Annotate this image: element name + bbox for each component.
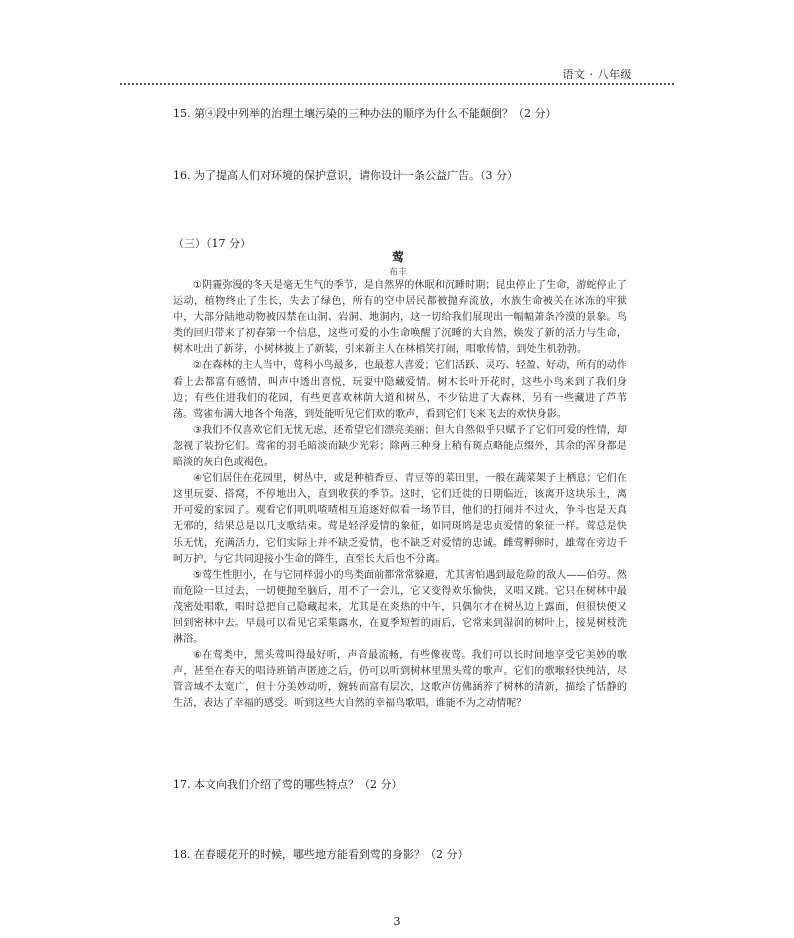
section-heading: （三）（17 分） — [173, 237, 251, 250]
subject-grade-label: 语文 · 八年级 — [562, 68, 632, 81]
article-title: 莺 — [391, 250, 404, 264]
page-number: 3 — [393, 915, 401, 928]
question-17: 17. 本文向我们介绍了莺的哪些特点？（2 分） — [173, 778, 403, 791]
article-author: 布丰 — [388, 268, 407, 278]
article-paragraph-6: ⑥在莺类中，黑头莺叫得最好听，声音最流畅，有些像夜莺。我们可以长时间地享受它美妙的歌声，甚至在春天的唱诗班销声匿迹之后，仍可以听到树林里黑头莺的歌声。它们的歌喉轻快纯洁，尽管音域不太宽广，但十分美妙动听，婉转而富有层次，这歌声仿佛涵养了树林的清新，描绘了恬静的生活，表达了幸福的感受。听到这些大自然的幸福鸟歌唱，谁能不为之动情呢？ — [173, 650, 627, 710]
article-paragraph-1: ①阴霾弥漫的冬天是毫无生气的季节，是自然界的休眠和沉睡时期；昆虫停止了生命，游蛇停止了运动，植物终止了生长，失去了绿色，所有的空中居民都被抛弃流放，水族生命被关在冰冻的牢狱中，大部分陆地动物被囚禁在山洞、岩洞、地洞内，这一切给我们展现出一幅幅萧条冷漠的景象。鸟类的回归带来了初春第一个信息，这些可爱的小生命唤醒了沉睡的大自然，焕发了新的活力与生命，树木吐出了新芽，小树林披上了新装，引来新主人在林梢笑打闹，唱歌传情，到处生机勃勃。 — [173, 280, 627, 356]
question-18: 18. 在春暖花开的时候，哪些地方能看到莺的身影？（2 分） — [173, 848, 469, 861]
header-dotted-divider — [120, 83, 674, 85]
article-paragraph-5: ⑤莺生性胆小，在与它同样弱小的鸟类面前都常常躲避，尤其害怕遇到最危险的敌人——伯劳。然而危险一旦过去，一切便抛至脑后，用不了一会儿，它又变得欢乐愉快，又唱又跳。它只在树林中最茂密处唱歌，唱时总把自己隐藏起来，尤其是在炎热的中午，只偶尔才在树丛边上露面，但很快便又回到密林中去。早晨可以看见它采集露水，在夏季短暂的雨后，它常来到湿润的树叶上，接晃树枝洗淋浴。 — [173, 569, 627, 646]
article-paragraph-4: ④它们居住在花园里，树丛中，或是种植香豆、青豆等的菜田里，一般在蔬菜架子上栖息；它们在这里玩耍、搭窝，不停地出入，直到收获的季节。这时，它们迁徙的日期临近，该离开这块乐土，离开可爱的家园了。观看它们叽叽喳喳相互追逐好似看一场节目，他们的打闹并不过火，争斗也是天真无邪的，结果总是以几支歌结束。莺是轻浮爱情的象征，如同斑鸠是忠贞爱情的象征一样。莺总是快乐无忧，充满活力，它们实际上并不缺乏爱情，也不缺乏对爱情的忠诚。雌莺孵卵时，雄莺在旁边千呵万护，与它共同迎接小生命的降生，直至长大后也不分离。 — [173, 473, 627, 565]
article-paragraph-2: ②在森林的主人当中，莺科小鸟最多，也最惹人喜爱；它们活跃、灵巧、轻盈、好动，所有的动作看上去都富有感情，叫声中透出喜悦，玩耍中隐藏爱情。树木长叶开花时，这些小鸟来到了我们身边；有些住进我们的花园，有些更喜欢林荫大道和树丛，不少钻进了大森林，另有一些藏进了芦苇荡。莺雀布满大地各个角落，到处能听见它们欢的歌声，看到它们飞来飞去的欢快身影。 — [173, 360, 627, 420]
question-15: 15. 第④段中列举的治理土壤污染的三种办法的顺序为什么不能颠倒？（2 分） — [173, 107, 557, 120]
article-paragraph-3: ③我们不仅喜欢它们无忧无虑，还希望它们漂亮美丽；但大自然似乎只赋予了它们可爱的性情，却忽视了装扮它们。莺雀的羽毛暗淡而缺少光彩；除两三种身上稍有斑点略能点缀外，其余的浑身都是暗淡的灰白色或褐色。 — [173, 424, 627, 469]
question-16: 16. 为了提高人们对环境的保护意识，请你设计一条公益广告。（3 分） — [173, 169, 518, 182]
article-body — [173, 278, 627, 713]
